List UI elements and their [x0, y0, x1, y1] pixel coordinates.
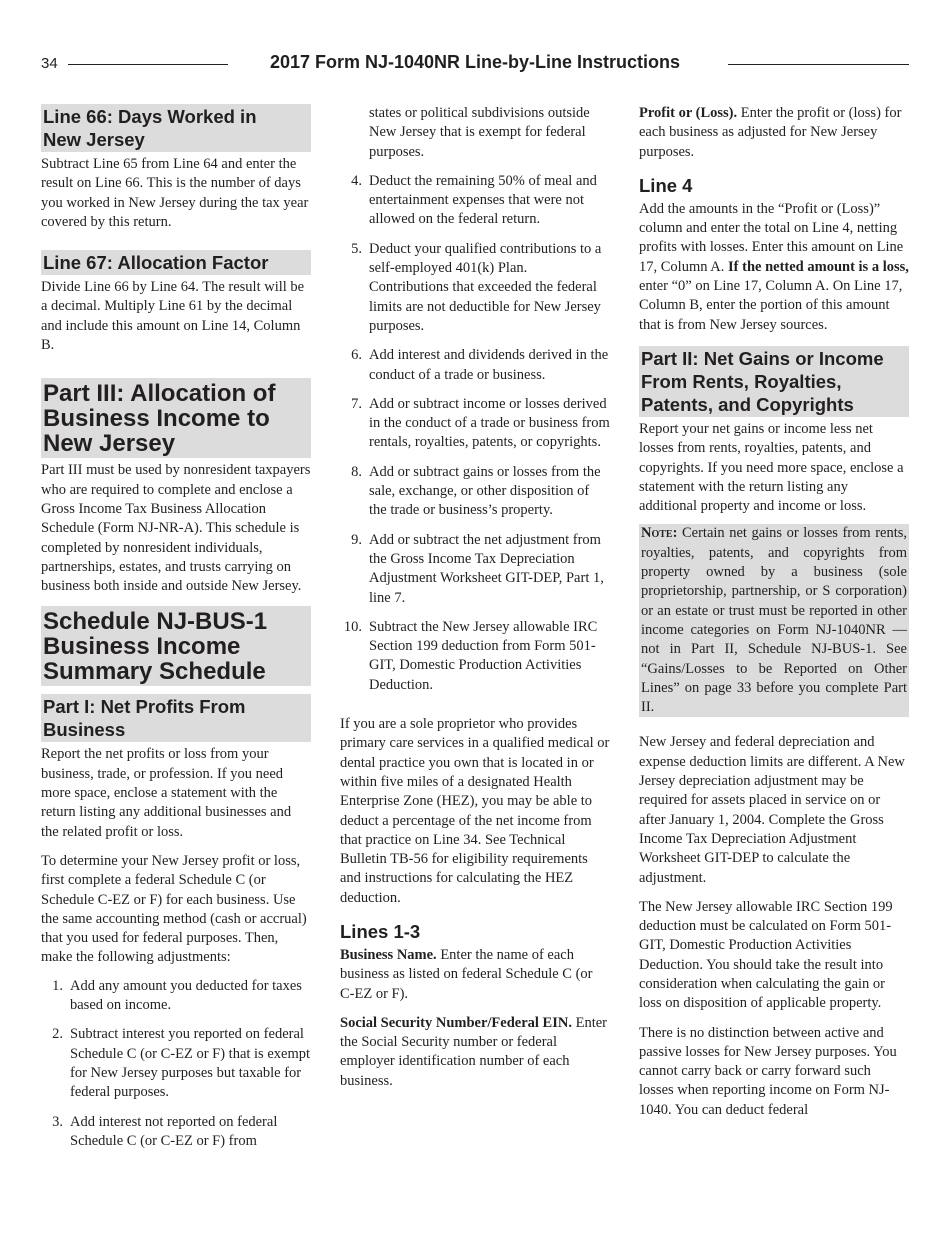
passive-losses-text: There is no distinction between active and passive losses for New Jersey purposes. You cannot carry back or carry forward such losses when reporting income on Form NJ-1040. You can deduct federal	[639, 1024, 897, 1118]
column-right	[639, 104, 909, 1130]
list-item: 5. Deduct your qualified contributions to a self-employed 401(k) Plan. Contributions that exceeded the federal limits are not deductible for New Jersey purposes.	[351, 240, 602, 334]
line67-text: Divide Line 66 by Line 64. The result will be a decimal. Multiply Line 61 by the decimal and include this amount on Line 14, Column B.	[41, 279, 305, 354]
ssn-text: Social Security Number/Federal EIN. Enter the Social Security number or federal employer identification number of each business.	[340, 1014, 608, 1089]
line66-heading: Line 66: Days Worked in New Jersey	[41, 104, 311, 152]
profit-loss-text: Profit or (Loss). Enter the profit or (loss) for each business as adjusted for New Jersey purposes.	[639, 105, 902, 160]
part3-text: Part III must be used by nonresident taxpayers who are required to complete and enclose a Gross Income Tax Business Allocation Schedule (Form NJ-NR-A). This schedule is completed by nonresident individuals, partnerships, estates, and trusts carrying on business both inside and outside New Jersey.	[41, 462, 311, 595]
list-item: 9. Add or subtract the net adjustment from the Gross Income Tax Depreciation Adjustment Worksheet GIT-DEP, Part 1, line 7.	[351, 531, 604, 606]
column-middle	[340, 104, 610, 1101]
part1-text-1: Report the net profits or loss from your business, trade, or profession. If you need more space, enclose a statement with the return listing any additional businesses and the related profit or loss.	[41, 746, 292, 840]
part3-heading: Part III: Allocation of Business Income to New Jersey	[41, 378, 311, 458]
part2-text: Report your net gains or income less net losses from rents, royalties, patents, and copyrights. If you need more space, enclose a statement with the return listing any additional property and income or loss.	[639, 420, 904, 515]
adjustments-list-start	[41, 977, 311, 1151]
adjustments-list-continued	[340, 172, 610, 695]
list-item-3-continued: states or political subdivisions outside New Jersey that is exempt for federal purposes.	[369, 105, 590, 160]
line67-heading: Line 67: Allocation Factor	[41, 250, 311, 275]
list-item: 4. Deduct the remaining 50% of meal and entertainment expenses that were not allowed on the federal return.	[351, 172, 597, 228]
part1-heading: Part I: Net Profits From Business	[41, 694, 311, 742]
part1-text-2: To determine your New Jersey profit or loss, first complete a federal Schedule C (or Schedule C-EZ or F) for each business. Use the same accounting method (cash or accrual) that you used for federal purposes. Then, make the following adjustments:	[41, 852, 307, 966]
hez-text: If you are a sole proprietor who provides primary care services in a qualified medical or dental practice you own that is located in or within five miles of a designated Health Enterprise Zone (HEZ), you may be able to deduct a percentage of the net income from that practice on Line 34. See Technical Bulletin TB-56 for eligibility requirements and instructions for calculating the HEZ deduction.	[340, 716, 610, 906]
lines-1-3-heading: Lines 1-3	[340, 920, 421, 942]
column-left	[41, 104, 311, 1161]
line66-text: Subtract Line 65 from Line 64 and enter the result on Line 66. This is the number of days you worked in New Jersey during the tax year covered by this return.	[41, 156, 309, 230]
business-name-text: Business Name. Enter the name of each business as listed on federal Schedule C (or C-EZ or F).	[340, 946, 593, 1002]
schedule-heading: Schedule NJ-BUS-1 Business Income Summary Schedule	[41, 606, 311, 686]
page-title: 2017 Form NJ-1040NR Line-by-Line Instructions	[269, 52, 681, 72]
list-item: 7. Add or subtract income or losses derived in the conduct of a trade or business from rentals, royalties, patents, or copyrights.	[351, 395, 610, 451]
list-item: 8. Add or subtract gains or losses from the sale, exchange, or other disposition of the trade or business’s property.	[351, 463, 601, 519]
irc-199-text: The New Jersey allowable IRC Section 199 deduction must be calculated on Form 501-GIT, Domestic Production Activities Deduction. You should take the result into consideration when calculating the gain or loss on disposition of applicable property.	[639, 898, 893, 1012]
list-item: 3. Add interest not reported on federal Schedule C (or C-EZ or F) from	[52, 1113, 278, 1149]
list-item: 1. Add any amount you deducted for taxes based on income.	[52, 977, 302, 1014]
list-item: 6. Add interest and dividends derived in the conduct of a trade or business.	[351, 347, 609, 383]
line4-text: Add the amounts in the “Profit or (Loss)” column and enter the total on Line 4, netting profits with losses. Enter this amount on Line 17, Column A. If the netted amount is a loss, enter “0” on Line 17, Column A. On Line 17, Column B, enter the portion of this amount that is from New Jersey sources.	[639, 200, 909, 333]
line4-heading: Line 4	[639, 174, 693, 196]
page-number: 34	[41, 55, 58, 72]
part2-heading: Part II: Net Gains or Income From Rents, Royalties, Patents, and Copyrights	[639, 346, 909, 417]
note-box: Note: Certain net gains or losses from rents, royalties, patents, and copyrights from property owned by a business (sole proprietorship, partnership, or S corporation) or an estate or trust must be reported in other income categories on Form NJ-1040NR — not in Part II, Schedule NJ-BUS-1. See “Gains/Losses to be Reported on Other Lines” on page 33 before you complete Part II.	[639, 524, 909, 717]
page-header	[0, 52, 950, 78]
depreciation-text: New Jersey and federal depreciation and expense deduction limits are different. A New Jersey depreciation adjustment may be required for assets placed in service on or after January 1, 2004. Complete the Gross Income Tax Depreciation Adjustment Worksheet GIT-DEP to calculate the adjustment.	[639, 734, 905, 886]
header-rule-left	[68, 64, 228, 65]
list-item: 10. Subtract the New Jersey allowable IRC Section 199 deduction from Form 501-GIT, Domestic Production Activities Deduction.	[343, 618, 598, 693]
header-rule-right	[728, 64, 909, 65]
list-item: 2. Subtract interest you reported on federal Schedule C (or C-EZ or F) that is exempt for New Jersey purposes but taxable for federal purposes.	[52, 1026, 311, 1101]
